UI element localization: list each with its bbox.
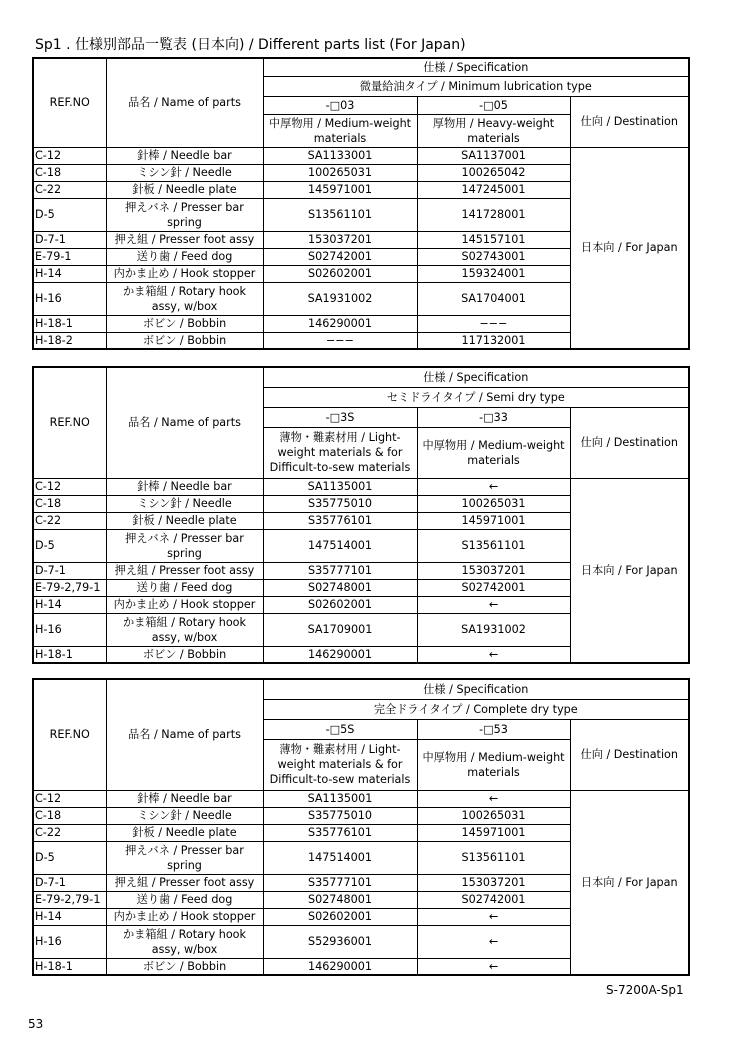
part-number-cell: 145971001 [417, 512, 570, 529]
part-number-cell: 117132001 [417, 332, 570, 349]
part-number-cell: S13561101 [417, 841, 570, 874]
part-number-cell: 146290001 [263, 958, 417, 975]
ref-cell: H-16 [33, 613, 106, 646]
part-name-cell: ボビン / Bobbin [106, 958, 263, 975]
part-number-cell: 147514001 [263, 841, 417, 874]
part-number-cell: S35776101 [263, 512, 417, 529]
part-number-cell: S02748001 [263, 579, 417, 596]
part-number-cell: ← [417, 478, 570, 495]
part-number-cell: SA1135001 [263, 478, 417, 495]
part-number-cell: 153037201 [417, 874, 570, 891]
parts-table-semi-dry [32, 366, 690, 664]
part-number-cell: S02742001 [263, 248, 417, 265]
ref-no-header: REF.NO [33, 58, 106, 147]
part-number-cell: SA1709001 [263, 613, 417, 646]
part-number-cell: 145971001 [263, 181, 417, 198]
parts-table-minimum-lubrication [32, 57, 690, 350]
part-number-cell: 147245001 [417, 181, 570, 198]
type-label: セミドライタイプ / Semi dry type [263, 387, 689, 407]
part-number-cell: SA1931002 [417, 613, 570, 646]
ref-cell: D-7-1 [33, 562, 106, 579]
part-name-cell: 押えバネ / Presser bar spring [106, 841, 263, 874]
part-number-cell: S02602001 [263, 908, 417, 925]
part-name-cell: 内かま止め / Hook stopper [106, 265, 263, 282]
part-name-cell: 針棒 / Needle bar [106, 478, 263, 495]
part-name-cell: 針棒 / Needle bar [106, 790, 263, 807]
part-number-cell: ← [417, 646, 570, 663]
part-name-cell: 押え組 / Presser foot assy [106, 562, 263, 579]
part-number-cell: 141728001 [417, 198, 570, 231]
document-code: S-7200A-Sp1 [606, 983, 684, 997]
material-label: 薄物・難素材用 / Light-weight materials & for Difficult-to-sew materials [263, 427, 417, 478]
ref-cell: H-18-1 [33, 958, 106, 975]
ref-cell: C-18 [33, 807, 106, 824]
material-label: 中厚物用 / Medium-weight materials [417, 739, 570, 790]
part-number-cell: 146290001 [263, 646, 417, 663]
ref-cell: D-7-1 [33, 874, 106, 891]
part-number-cell: 159324001 [417, 265, 570, 282]
model-code: -□03 [263, 96, 417, 114]
destination-header: 仕向 / Destination [570, 719, 689, 790]
part-name-cell: 押えバネ / Presser bar spring [106, 529, 263, 562]
part-number-cell: S13561101 [263, 198, 417, 231]
material-label: 中厚物用 / Medium-weight materials [417, 427, 570, 478]
ref-cell: H-18-2 [33, 332, 106, 349]
type-label: 完全ドライタイプ / Complete dry type [263, 699, 689, 719]
part-name-cell: 送り歯 / Feed dog [106, 891, 263, 908]
model-code: -□3S [263, 407, 417, 427]
part-number-cell: S52936001 [263, 925, 417, 958]
part-number-cell: ← [417, 908, 570, 925]
part-number-cell: SA1133001 [263, 147, 417, 164]
ref-cell: C-22 [33, 512, 106, 529]
destination-cell: 日本向 / For Japan [570, 147, 689, 349]
name-header: 品名 / Name of parts [106, 679, 263, 790]
part-number-cell: S02743001 [417, 248, 570, 265]
model-code: -□05 [417, 96, 570, 114]
part-number-cell: S02748001 [263, 891, 417, 908]
ref-cell: C-22 [33, 824, 106, 841]
part-name-cell: ボビン / Bobbin [106, 646, 263, 663]
part-name-cell: 針棒 / Needle bar [106, 147, 263, 164]
part-name-cell: ボビン / Bobbin [106, 332, 263, 349]
part-number-cell: S35775010 [263, 495, 417, 512]
part-number-cell: 100265031 [417, 495, 570, 512]
part-name-cell: 送り歯 / Feed dog [106, 248, 263, 265]
ref-cell: C-18 [33, 495, 106, 512]
part-name-cell: 内かま止め / Hook stopper [106, 596, 263, 613]
ref-cell: D-5 [33, 529, 106, 562]
ref-cell: C-12 [33, 147, 106, 164]
part-number-cell: S35777101 [263, 562, 417, 579]
part-name-cell: ミシン針 / Needle [106, 495, 263, 512]
part-number-cell: 145971001 [417, 824, 570, 841]
ref-cell: D-5 [33, 198, 106, 231]
ref-no-header: REF.NO [33, 679, 106, 790]
part-name-cell: 針板 / Needle plate [106, 824, 263, 841]
part-number-cell: S13561101 [417, 529, 570, 562]
part-number-cell: S35775010 [263, 807, 417, 824]
destination-header: 仕向 / Destination [570, 407, 689, 478]
part-number-cell: SA1704001 [417, 282, 570, 315]
part-number-cell: ← [417, 596, 570, 613]
material-label: 薄物・難素材用 / Light-weight materials & for Difficult-to-sew materials [263, 739, 417, 790]
ref-no-header: REF.NO [33, 367, 106, 478]
part-number-cell: S35776101 [263, 824, 417, 841]
destination-cell: 日本向 / For Japan [570, 478, 689, 663]
ref-cell: D-5 [33, 841, 106, 874]
ref-cell: C-18 [33, 164, 106, 181]
destination-header: 仕向 / Destination [570, 96, 689, 147]
ref-cell: H-18-1 [33, 646, 106, 663]
part-name-cell: 押えバネ / Presser bar spring [106, 198, 263, 231]
ref-cell: H-14 [33, 596, 106, 613]
part-name-cell: かま箱組 / Rotary hook assy, w/box [106, 282, 263, 315]
ref-cell: E-79-2,79-1 [33, 579, 106, 596]
part-number-cell: SA1137001 [417, 147, 570, 164]
part-number-cell: ← [417, 925, 570, 958]
part-name-cell: ミシン針 / Needle [106, 807, 263, 824]
name-header: 品名 / Name of parts [106, 58, 263, 147]
part-number-cell: 147514001 [263, 529, 417, 562]
part-name-cell: 針板 / Needle plate [106, 512, 263, 529]
spec-header: 仕様 / Specification [263, 679, 689, 699]
material-label: 厚物用 / Heavy-weight materials [417, 114, 570, 147]
part-name-cell: 送り歯 / Feed dog [106, 579, 263, 596]
part-name-cell: 針板 / Needle plate [106, 181, 263, 198]
ref-cell: H-18-1 [33, 315, 106, 332]
part-name-cell: 内かま止め / Hook stopper [106, 908, 263, 925]
part-number-cell: ← [417, 958, 570, 975]
model-code: -□5S [263, 719, 417, 739]
part-number-cell: ← [417, 790, 570, 807]
ref-cell: C-12 [33, 790, 106, 807]
material-label: 中厚物用 / Medium-weight materials [263, 114, 417, 147]
ref-cell: E-79-1 [33, 248, 106, 265]
ref-cell: C-12 [33, 478, 106, 495]
model-code: -□53 [417, 719, 570, 739]
part-number-cell: S35777101 [263, 874, 417, 891]
part-number-cell: 153037201 [417, 562, 570, 579]
part-number-cell: S02742001 [417, 891, 570, 908]
parts-table-complete-dry [32, 678, 690, 976]
part-number-cell: 100265031 [417, 807, 570, 824]
part-number-cell: −−− [263, 332, 417, 349]
part-name-cell: かま箱組 / Rotary hook assy, w/box [106, 925, 263, 958]
destination-cell: 日本向 / For Japan [570, 790, 689, 975]
spec-header: 仕様 / Specification [263, 367, 689, 387]
page-number: 53 [28, 1017, 44, 1031]
part-name-cell: ボビン / Bobbin [106, 315, 263, 332]
ref-cell: H-14 [33, 908, 106, 925]
part-number-cell: −−− [417, 315, 570, 332]
spec-header: 仕様 / Specification [263, 58, 689, 76]
type-label: 微量給油タイプ / Minimum lubrication type [263, 76, 689, 96]
part-number-cell: SA1135001 [263, 790, 417, 807]
part-name-cell: ミシン針 / Needle [106, 164, 263, 181]
part-number-cell: 100265042 [417, 164, 570, 181]
part-name-cell: 押え組 / Presser foot assy [106, 874, 263, 891]
ref-cell: H-16 [33, 925, 106, 958]
part-number-cell: S02742001 [417, 579, 570, 596]
part-name-cell: 押え組 / Presser foot assy [106, 231, 263, 248]
ref-cell: D-7-1 [33, 231, 106, 248]
part-name-cell: かま箱組 / Rotary hook assy, w/box [106, 613, 263, 646]
name-header: 品名 / Name of parts [106, 367, 263, 478]
page-title: Sp1 . 仕様別部品一覧表 (日本向) / Different parts list (For Japan) [35, 37, 466, 53]
part-number-cell: 100265031 [263, 164, 417, 181]
ref-cell: E-79-2,79-1 [33, 891, 106, 908]
ref-cell: C-22 [33, 181, 106, 198]
part-number-cell: S02602001 [263, 596, 417, 613]
model-code: -□33 [417, 407, 570, 427]
part-number-cell: S02602001 [263, 265, 417, 282]
part-number-cell: 146290001 [263, 315, 417, 332]
part-number-cell: 153037201 [263, 231, 417, 248]
ref-cell: H-16 [33, 282, 106, 315]
part-number-cell: 145157101 [417, 231, 570, 248]
ref-cell: H-14 [33, 265, 106, 282]
part-number-cell: SA1931002 [263, 282, 417, 315]
